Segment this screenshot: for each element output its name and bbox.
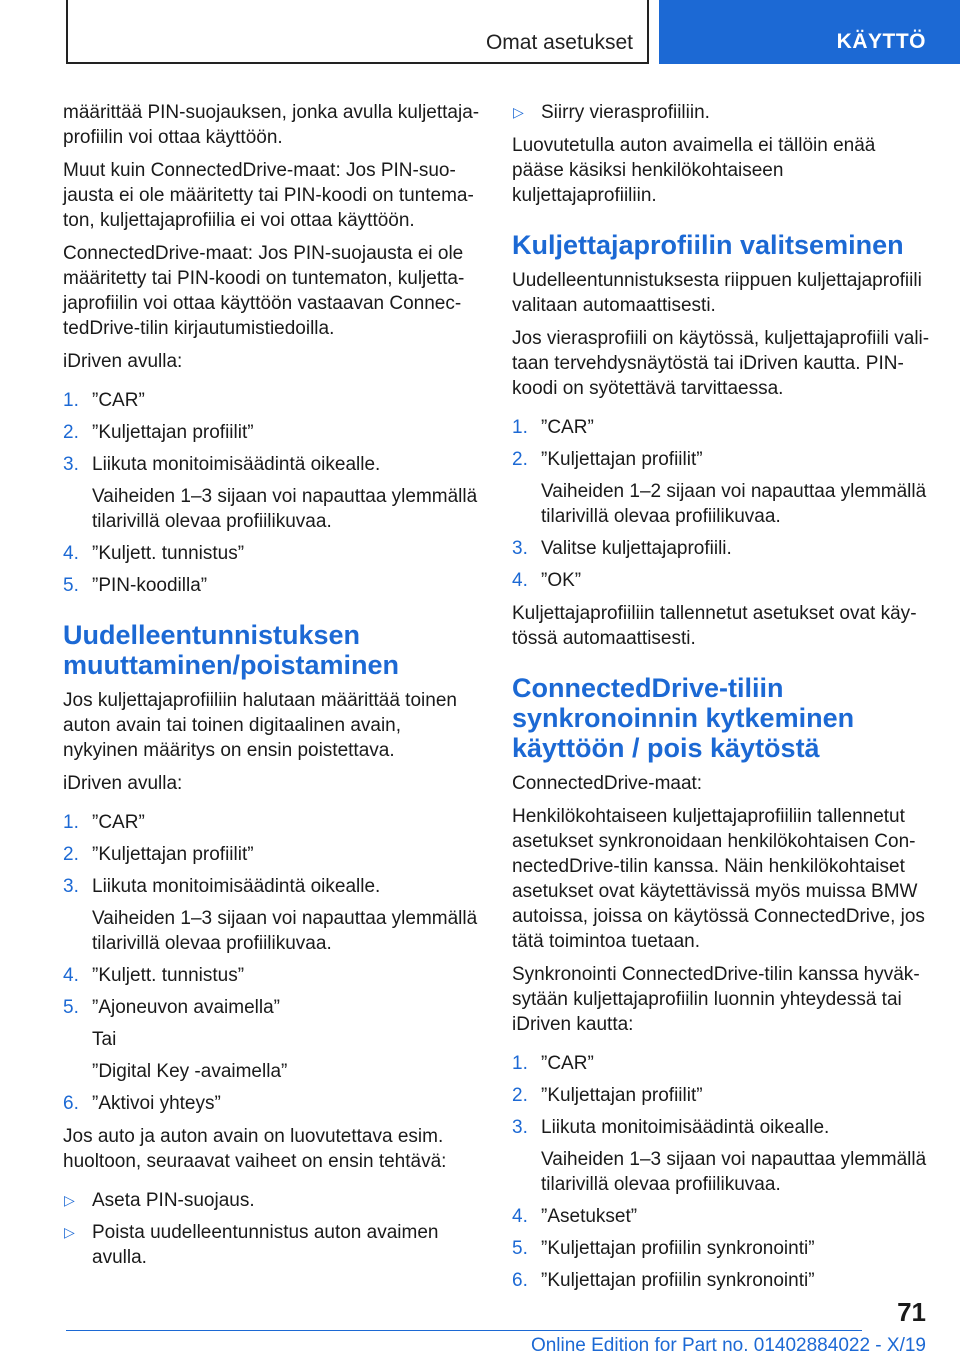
step-number: 6. (63, 1093, 79, 1114)
list-item (512, 415, 930, 440)
bullet-list (512, 100, 930, 125)
paragraph: Henkilökohtaiseen kuljettajaprofiiliin tallennetut asetukset synkronoidaan henkilökohtaisen ConnectedDrive-tilin kanssa. Näin henkilökohtaiset asetukset ovat käytettävissä myös muissa BMW autoissa, joissa on käytössä ConnectedDrive, jos tätä toimintoa tuetaan. (512, 806, 925, 952)
list-item (63, 452, 480, 534)
paragraph: Jos auto ja auton avain on luovutettava esim. huoltoon, seuraavat vaiheet on ensin tehtävä: (63, 1126, 447, 1172)
step-text: Liikuta monitoimisäädintä oikealle. (92, 876, 381, 897)
bullet-item (63, 1220, 480, 1270)
list-item (63, 541, 480, 566)
left-column (63, 100, 480, 1278)
step-text: Liikuta monitoimisäädintä oikealle. (92, 454, 381, 475)
list-item (63, 842, 480, 867)
list-item (512, 447, 930, 529)
step-list (63, 810, 480, 1116)
paragraph: Muut kuin ConnectedDrive-maat: Jos PIN-suojausta ei ole määritetty tai PIN-koodi on tuntematon, kuljettajaprofiilia ei voi ottaa käyttöön. (63, 160, 474, 231)
step-text: ”Kuljettajan profiilit” (541, 1085, 703, 1106)
step-number: 1. (512, 417, 528, 438)
step-text: ”OK” (541, 570, 582, 591)
step-list (512, 1051, 930, 1293)
step-number: 3. (512, 1117, 528, 1138)
list-item (63, 388, 480, 413)
paragraph: Luovutetulla auton avaimella ei tällöin enää pääse käsiksi henkilökohtaiseen kuljettajaprofiiliin. (512, 135, 876, 206)
step-text: ”Kuljettajan profiilit” (92, 422, 254, 443)
step-text: ”Ajoneuvon avaimella” (92, 997, 280, 1018)
paragraph: Synkronointi ConnectedDrive-tilin kanssa hyväksytään kuljettajaprofiilin luonnin yhteydessä tai iDriven kautta: (512, 964, 920, 1035)
section-heading: Kuljettajaprofiilin valitseminen (512, 230, 904, 260)
step-note: Tai (92, 1029, 117, 1050)
bullet-text: Siirry vierasprofiiliin. (541, 102, 710, 123)
paragraph: ConnectedDrive-maat: Jos PIN-suojausta ei ole määritetty tai PIN-koodi on tuntematon, kuljettajaprofiilin voi ottaa käyttöön vastaavan ConnectedDrive-tilin kirjautumistiedoilla. (63, 243, 465, 339)
step-note: Vaiheiden 1–3 sijaan voi napauttaa ylemmällä tilarivillä olevaa profiilikuvaa. (541, 1149, 927, 1195)
step-text: ”Asetukset” (541, 1206, 638, 1227)
list-item (512, 1115, 930, 1197)
step-list (63, 388, 480, 598)
step-number: 3. (63, 876, 79, 897)
chapter-header (659, 0, 960, 64)
step-text: ”Kuljettajan profiilit” (541, 449, 703, 470)
step-note: Vaiheiden 1–3 sijaan voi napauttaa ylemmällä tilarivillä olevaa profiilikuvaa. (92, 908, 478, 954)
step-number: 1. (512, 1053, 528, 1074)
chapter-title: KÄYTTÖ (836, 30, 926, 53)
step-number: 3. (512, 538, 528, 559)
paragraph: Jos vierasprofiili on käytössä, kuljettajaprofiili valitaan tervehdysnäytöstä tai iDriven kautta. PIN-koodi on syötettävä tarvittaessa. (512, 328, 930, 399)
triangle-bullet-icon: ▷ (64, 1192, 75, 1208)
step-text: ”Kuljettajan profiilin synkronointi” (541, 1270, 815, 1291)
step-number: 2. (63, 844, 79, 865)
step-note: Vaiheiden 1–3 sijaan voi napauttaa ylemmällä tilarivillä olevaa profiilikuvaa. (92, 486, 478, 532)
list-item (63, 420, 480, 445)
bullet-item (512, 100, 930, 125)
step-list (512, 415, 930, 593)
step-number: 4. (512, 1206, 528, 1227)
step-text: Liikuta monitoimisäädintä oikealle. (541, 1117, 830, 1138)
list-item (63, 874, 480, 956)
step-note: ”Digital Key -avaimella” (92, 1061, 288, 1082)
step-text: ”Kuljett. tunnistus” (92, 965, 245, 986)
step-number: 6. (512, 1270, 528, 1291)
paragraph: ConnectedDrive-maat: (512, 773, 703, 794)
triangle-bullet-icon: ▷ (64, 1224, 75, 1240)
list-item (63, 1091, 480, 1116)
list-item (512, 1083, 930, 1108)
step-text: ”Kuljettajan profiilin synkronointi” (541, 1238, 815, 1259)
section-header-tab (66, 0, 649, 64)
paragraph: Uudelleentunnistuksesta riippuen kuljettajaprofiili valitaan automaattisesti. (512, 270, 922, 316)
step-text: ”Kuljett. tunnistus” (92, 543, 245, 564)
footer-text: Online Edition for Part no. 01402884022 - X/19 (530, 1335, 926, 1356)
section-title: Omat asetukset (485, 31, 633, 54)
list-item (512, 536, 930, 561)
step-text: ”CAR” (541, 417, 594, 438)
right-column (512, 100, 930, 1301)
list-item (512, 1051, 930, 1076)
step-number: 2. (512, 1085, 528, 1106)
step-text: ”CAR” (92, 812, 145, 833)
list-item (63, 995, 480, 1084)
step-number: 4. (63, 543, 79, 564)
step-number: 5. (512, 1238, 528, 1259)
paragraph: määrittää PIN-suojauksen, jonka avulla kuljettajaprofiilin voi ottaa käyttöön. (63, 102, 480, 148)
step-number: 5. (63, 575, 79, 596)
step-text: ”CAR” (92, 390, 145, 411)
step-number: 2. (512, 449, 528, 470)
triangle-bullet-icon: ▷ (513, 104, 524, 120)
step-number: 1. (63, 812, 79, 833)
list-item (63, 573, 480, 598)
list-item (512, 568, 930, 593)
step-number: 4. (63, 965, 79, 986)
list-item (512, 1268, 930, 1293)
step-number: 5. (63, 997, 79, 1018)
step-text: Valitse kuljettajaprofiili. (541, 538, 732, 559)
paragraph: iDriven avulla: (63, 351, 183, 372)
section-heading: ConnectedDrive-tiliin synkronoinnin kytkeminen käyttöön / pois käytöstä (512, 673, 855, 763)
section-heading: Uudelleentunnistuksen muuttaminen/poistaminen (63, 620, 400, 680)
bullet-text: Aseta PIN-suojaus. (92, 1190, 255, 1211)
step-text: ”PIN-koodilla” (92, 575, 208, 596)
step-text: ”CAR” (541, 1053, 594, 1074)
list-item (63, 810, 480, 835)
paragraph: Kuljettajaprofiiliin tallennetut asetukset ovat käytössä automaattisesti. (512, 603, 917, 649)
paragraph: iDriven avulla: (63, 773, 183, 794)
page-number: 71 (897, 1297, 926, 1327)
step-number: 1. (63, 390, 79, 411)
step-text: ”Aktivoi yhteys” (92, 1093, 221, 1114)
step-note: Vaiheiden 1–2 sijaan voi napauttaa ylemmällä tilarivillä olevaa profiilikuvaa. (541, 481, 927, 527)
step-number: 4. (512, 570, 528, 591)
bullet-item (63, 1188, 480, 1213)
step-number: 2. (63, 422, 79, 443)
paragraph: Jos kuljettajaprofiiliin halutaan määrittää toinen auton avain tai toinen digitaalinen avain, nykyinen määritys on ensin poistettava. (63, 690, 457, 761)
footer-divider (66, 1330, 862, 1331)
step-text: ”Kuljettajan profiilit” (92, 844, 254, 865)
list-item (512, 1236, 930, 1261)
list-item (512, 1204, 930, 1229)
bullet-text: Poista uudelleentunnistus auton avaimen avulla. (92, 1222, 439, 1268)
step-number: 3. (63, 454, 79, 475)
list-item (63, 963, 480, 988)
bullet-list (63, 1188, 480, 1270)
